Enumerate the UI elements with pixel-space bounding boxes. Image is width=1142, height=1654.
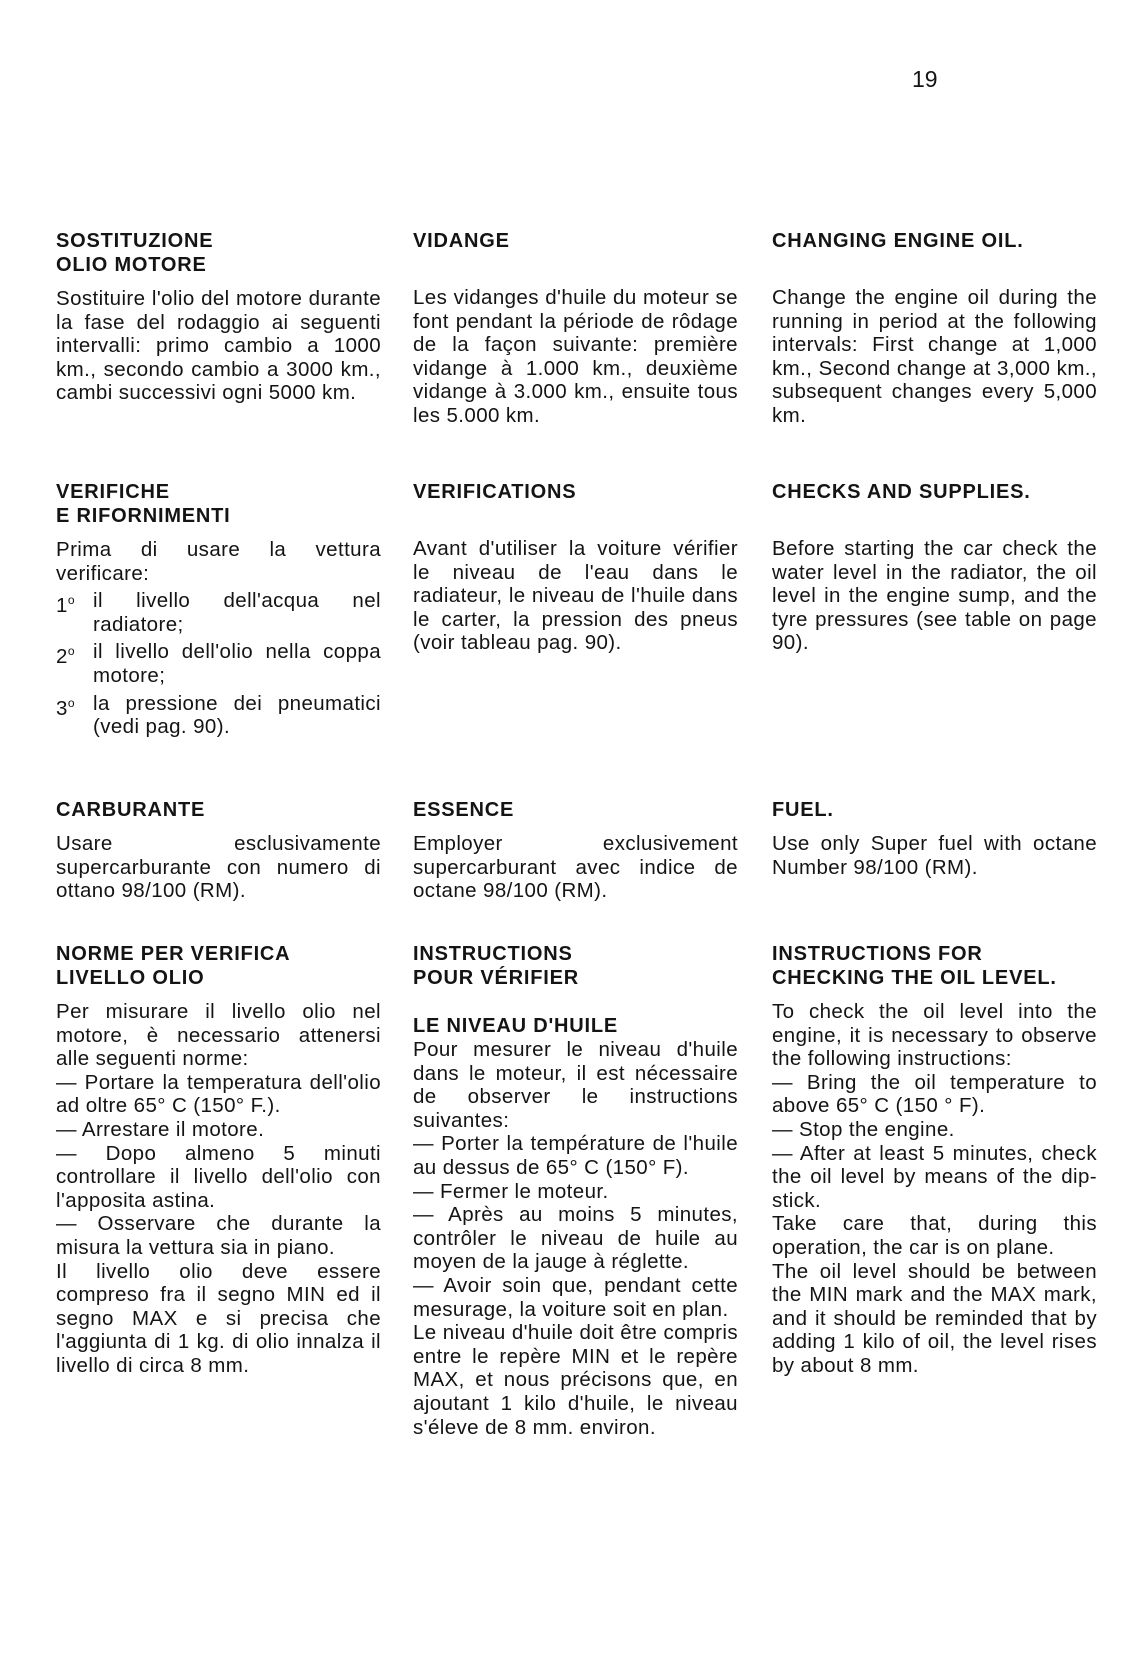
checks-item-2 xyxy=(56,640,381,687)
section-heading: INSTRUCTIONS FOR CHECKING THE OIL LEVEL. xyxy=(772,943,1057,989)
oil-level-fr xyxy=(413,942,738,1439)
item-number: 3$^o$ xyxy=(56,695,75,720)
section-heading: ESSENCE xyxy=(413,799,515,821)
section-body: Per misurare il livello olio nel motore, è necessario attenersi alle seguenti norme: — Portare la temperatura dell'olio ad oltre 65° C (150° F.). — Arrestare il motore. — Dopo almeno 5 minuti controllare il livello dell'olio con l'apposita astina. — Osservare che durante la misura la vettura sia in piano. Il livello olio deve essere compreso fra il segno MIN ed il segno MAX e si precisa che l'aggiunta di 1 kg. di olio innalza il livello di circa 8 mm. xyxy=(56,1000,381,1377)
section-heading: VERIFICHE E RIFORNIMENTI xyxy=(56,481,231,527)
item-text: il livello dell'olio nella coppa motore; xyxy=(93,640,381,687)
section-body: Change the engine oil during the running in period at the following intervals: First change at 1,000 km., Second change at 3,000 km., subsequent changes every 5,000 km. xyxy=(772,286,1097,427)
section-heading: CARBURANTE xyxy=(56,799,206,821)
checks-item-1 xyxy=(56,589,381,636)
oil-change-en xyxy=(772,229,1097,428)
checks-en xyxy=(772,480,1097,655)
item-text: la pressione dei pneumatici (vedi pag. 90). xyxy=(93,691,381,739)
section-body: Avant d'utiliser la voiture vérifier le niveau de l'eau dans le radiateur, le niveau de l'huile dans le carter, la pression des pneus (voir tableau pag. 90). xyxy=(413,537,738,655)
checks-intro: Prima di usare la vettura verificare: xyxy=(56,538,381,585)
section-heading: FUEL. xyxy=(772,799,834,821)
section-body: Employer exclusivement supercarburant avec indice de octane 98/100 (RM). xyxy=(413,832,738,903)
section-heading: VIDANGE xyxy=(413,230,510,252)
section-heading: NORME PER VERIFICA LIVELLO OLIO xyxy=(56,943,291,989)
section-body: Use only Super fuel with octane Number 98/100 (RM). xyxy=(772,832,1097,879)
oil-change-fr xyxy=(413,229,738,428)
section-heading: CHANGING ENGINE OIL. xyxy=(772,230,1024,252)
section-heading: CHECKS AND SUPPLIES. xyxy=(772,481,1031,503)
item-number: 2$^o$ xyxy=(56,644,75,669)
section-heading: VERIFICATIONS xyxy=(413,481,577,503)
section-body: Sostituire l'olio del motore durante la fase del rodaggio ai seguenti intervalli: primo cambio a 1000 km., secondo cambio a 3000 km., cambi successivi ogni 5000 km. xyxy=(56,287,381,405)
section-body: To check the oil level into the engine, it is necessary to observe the following instructions: — Bring the oil temperature to above 65° C (150 ° F). — Stop the engine. — After at least 5 minutes, check the oil level by means of the dip-stick. Take care that, during this operation, the car is on plane. The oil level should be between the MIN mark and the MAX mark, and it should be reminded that by adding 1 kilo of oil, the level rises by about 8 mm. xyxy=(772,1000,1097,1377)
section-heading: INSTRUCTIONS POUR VÉRIFIER LE NIVEAU D'HUILE xyxy=(413,943,619,1037)
item-text: il livello dell'acqua nel radiatore; xyxy=(93,589,381,636)
oil-change-it xyxy=(56,229,381,405)
fuel-it xyxy=(56,798,381,903)
section-body: Pour mesurer le niveau d'huile dans le moteur, il est nécessaire de observer le instructions suivantes: — Porter la température de l'huile au dessus de 65° C (150° F). — Fermer le moteur. — Après au moins 5 minutes, contrôler le niveau de huile au moyen de la jauge à réglette. — Avoir soin que, pendant cette mesurage, la voiture soit en plan. Le niveau d'huile doit être compris entre le repère MIN et le repère MAX, et nous précisons que, en ajoutant 1 kilo d'huile, le niveau s'éleve de 8 mm. environ. xyxy=(413,1038,738,1439)
fuel-en xyxy=(772,798,1097,879)
checks-item-3 xyxy=(56,692,381,739)
section-body: Usare esclusivamente supercarburante con numero di ottano 98/100 (RM). xyxy=(56,832,381,903)
page-number: 19 xyxy=(912,66,938,92)
section-body: Les vidanges d'huile du moteur se font pendant la période de rôdage de la façon suivante: première vidange à 1.000 km., deuxième vidange à 3.000 km., ensuite tous les 5.000 km. xyxy=(413,286,738,427)
checks-fr xyxy=(413,480,738,655)
oil-level-it xyxy=(56,942,381,1378)
checks-it xyxy=(56,480,381,743)
item-number: 1$^o$ xyxy=(56,593,75,618)
section-body: Before starting the car check the water level in the radiator, the oil level in the engine sump, and the tyre pressures (see table on page 90). xyxy=(772,537,1097,655)
section-heading: SOSTITUZIONE OLIO MOTORE xyxy=(56,230,214,276)
fuel-fr xyxy=(413,798,738,903)
oil-level-en xyxy=(772,942,1097,1378)
